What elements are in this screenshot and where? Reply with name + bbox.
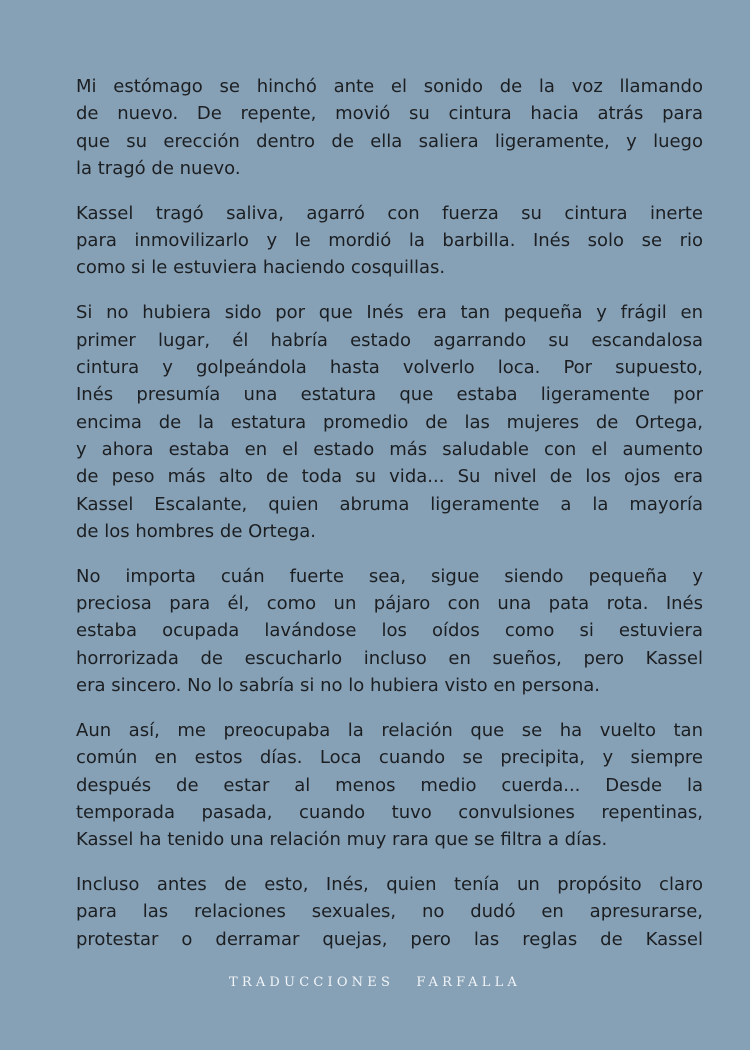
text-line: Kassel ha tenido una relación muy rara que se filtra a días. [76, 829, 608, 851]
text-line: estaba ocupada lavándose los oídos como si estuviera [76, 620, 703, 642]
text-line: primer lugar, él habría estado agarrando su escandalosa [76, 329, 703, 351]
paragraph [76, 717, 703, 853]
text-line: preciosa para él, como un pájaro con una pata rota. Inés [76, 593, 703, 615]
text-line: protestar o derramar quejas, pero las reglas de Kassel [76, 928, 703, 950]
text-line: que su erección dentro de ella saliera ligeramente, y luego [76, 130, 703, 152]
text-line: temporada pasada, cuando tuvo convulsiones repentinas, [76, 801, 703, 823]
paragraph [76, 563, 703, 699]
text-line: la tragó de nuevo. [76, 157, 241, 179]
paragraph [76, 200, 703, 282]
paragraph [76, 871, 703, 953]
text-line: común en estos días. Loca cuando se precipita, y siempre [76, 747, 703, 769]
footer-publisher-name-2: FARFALLA [416, 975, 522, 990]
paragraph [76, 299, 703, 545]
text-line: de nuevo. De repente, movió su cintura hacia atrás para [76, 103, 703, 125]
text-line: después de estar al menos medio cuerda... Desde la [76, 774, 703, 796]
page-footer [0, 975, 750, 990]
paragraph [76, 73, 703, 182]
text-line: era sincero. No lo sabría si no lo hubiera visto en persona. [76, 675, 600, 696]
text-line: Aun así, me preocupaba la relación que se ha vuelto tan [76, 719, 703, 741]
text-line: horrorizada de escucharlo incluso en sueños, pero Kassel [76, 647, 703, 669]
text-line: cintura y golpeándola hasta volverlo loca. Por supuesto, [76, 357, 703, 379]
text-line: Inés presumía una estatura que estaba ligeramente por [76, 384, 703, 406]
text-line: Incluso antes de esto, Inés, quien tenía un propósito claro [76, 874, 703, 896]
text-line: para inmovilizarlo y le mordió la barbilla. Inés solo se rio [76, 230, 703, 252]
text-line: Mi estómago se hinchó ante el sonido de la voz llamando [76, 76, 703, 97]
text-line: para las relaciones sexuales, no dudó en apresurarse, [76, 901, 703, 923]
text-line: y ahora estaba en el estado más saludable con el aumento [76, 438, 703, 460]
footer-publisher-name: TRADUCCIONES [228, 975, 395, 990]
text-line: Si no hubiera sido por que Inés era tan pequeña y frágil en [76, 302, 703, 324]
page-body-text [76, 73, 703, 971]
text-line: Kassel Escalante, quien abruma ligeramente a la mayoría [76, 493, 703, 515]
text-line: Kassel tragó saliva, agarró con fuerza su cintura inerte [76, 202, 703, 224]
text-line: de peso más alto de toda su vida... Su nivel de los ojos era [76, 466, 703, 488]
text-line: como si le estuviera haciendo cosquillas. [76, 257, 446, 279]
text-line: encima de la estatura promedio de las mujeres de Ortega, [76, 411, 703, 433]
text-line: de los hombres de Ortega. [76, 520, 316, 542]
text-line: No importa cuán fuerte sea, sigue siendo pequeña y [76, 565, 703, 587]
